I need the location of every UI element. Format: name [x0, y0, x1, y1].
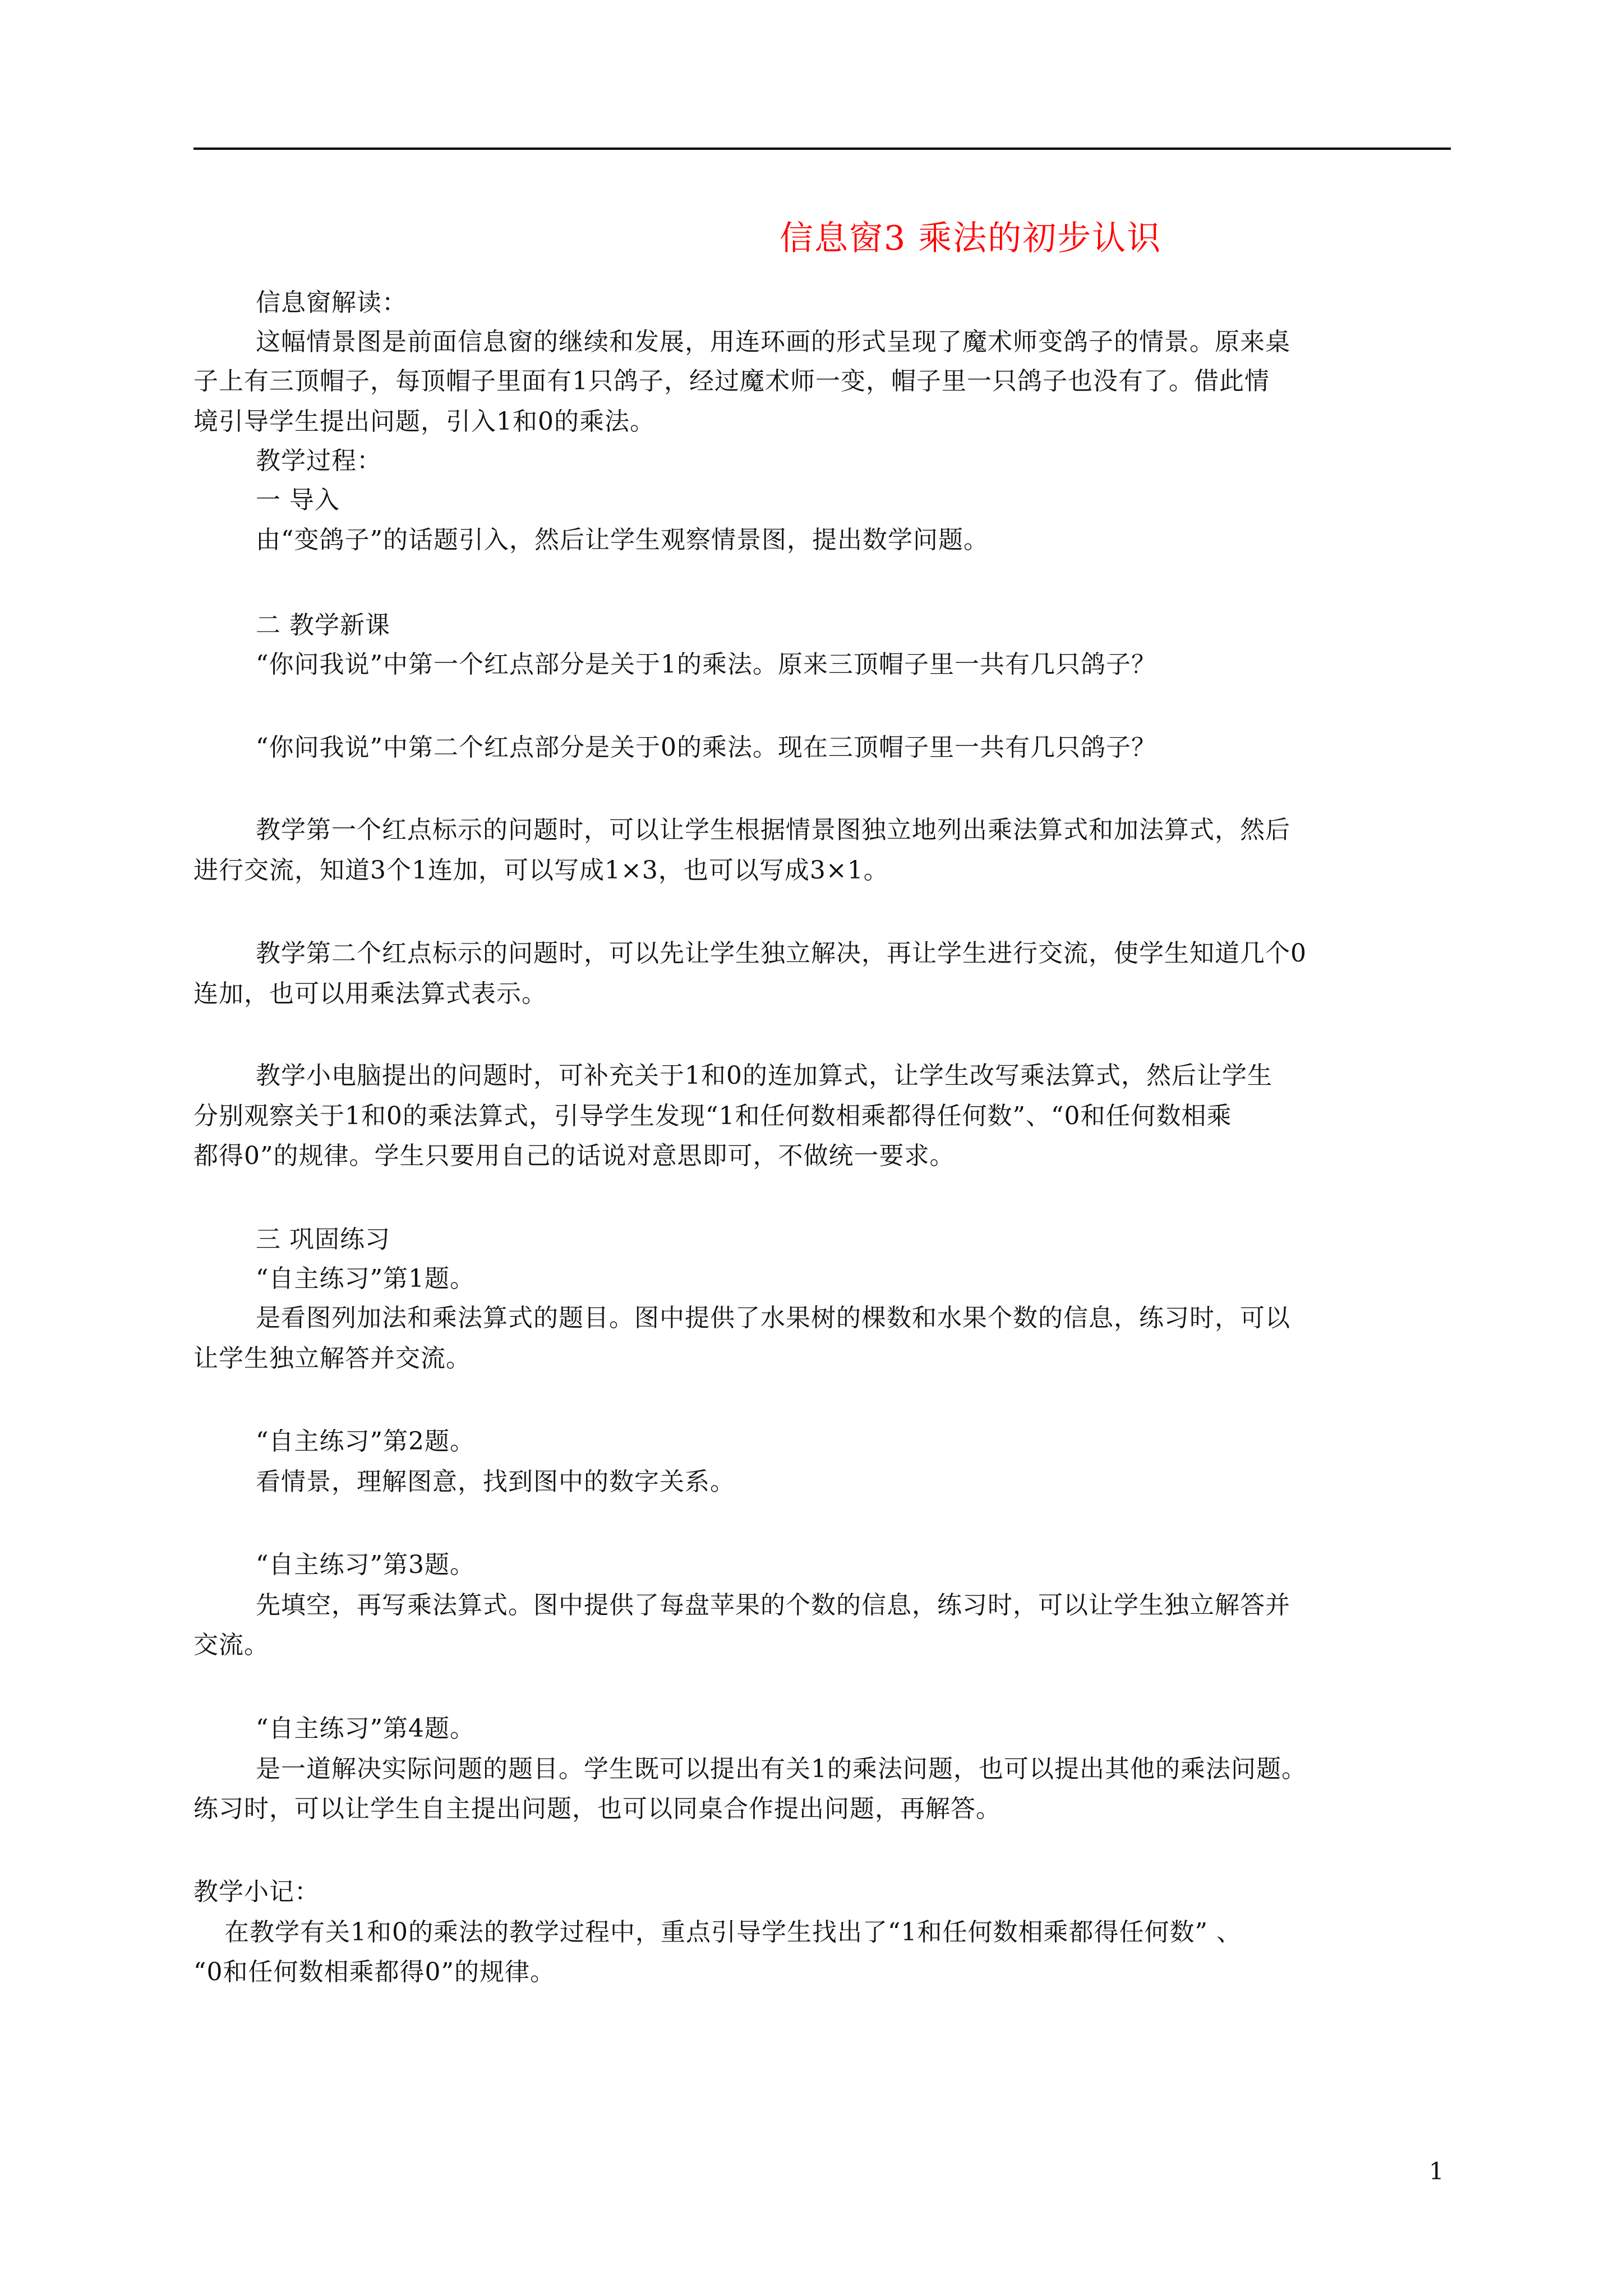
exercise-4-label: “自主练习”第4题。 — [256, 1714, 475, 1743]
section2-paragraph-2-line-2: 连加，也可以用乘法算式表示。 — [193, 979, 547, 1008]
section2-paragraph-2-line-1: 教学第二个红点标示的问题时，可以先让学生独立解决，再让学生进行交流，使学生知道几个0 — [256, 939, 1307, 968]
notes-heading: 教学小记： — [193, 1878, 320, 1906]
section1-heading: 一 导入 — [256, 486, 340, 514]
section2-paragraph-3-line-2: 分别观察关于1和0的乘法算式，引导学生发现“1和任何数相乘都得任何数”、“0和任何数相乘 — [193, 1102, 1232, 1130]
section3-heading: 三 巩固练习 — [256, 1225, 390, 1254]
intro-heading: 信息窗解读： — [256, 288, 407, 317]
notes-line-1: 在教学有关1和0的乘法的教学过程中，重点引导学生找出了“1和任何数相乘都得任何数” 、 — [224, 1918, 1242, 1947]
section2-paragraph-3-line-1: 教学小电脑提出的问题时，可补充关于1和0的连加算式，让学生改写乘法算式，然后让学生 — [256, 1061, 1272, 1090]
header-rule — [193, 148, 1451, 150]
exercise-1-line-1: 是看图列加法和乘法算式的题目。图中提供了水果树的棵数和水果个数的信息，练习时，可以 — [256, 1304, 1290, 1332]
page-number: 1 — [1429, 2157, 1444, 2185]
intro-line-2: 子上有三顶帽子，每顶帽子里面有1只鸽子，经过魔术师一变，帽子里一只鸽子也没有了。借此情 — [193, 367, 1270, 395]
notes-line-2: “0和任何数相乘都得0”的规律。 — [193, 1958, 555, 1986]
page-title: 信息窗3 乘法的初步认识 — [780, 219, 1162, 258]
exercise-3-line-1: 先填空，再写乘法算式。图中提供了每盘苹果的个数的信息，练习时，可以让学生独立解答并 — [256, 1591, 1290, 1619]
process-heading: 教学过程： — [256, 447, 382, 475]
exercise-4-line-2: 练习时，可以让学生自主提出问题，也可以同桌合作提出问题，再解答。 — [193, 1795, 1001, 1823]
section2-paragraph-3-line-3: 都得0”的规律。学生只要用自己的话说对意思即可，不做统一要求。 — [193, 1142, 955, 1170]
section1-text: 由“变鸽子”的话题引入，然后让学生观察情景图，提出数学问题。 — [256, 526, 989, 554]
intro-line-3: 境引导学生提出问题，引入1和0的乘法。 — [193, 407, 655, 436]
exercise-1-label: “自主练习”第1题。 — [256, 1264, 475, 1293]
exercise-4-line-1: 是一道解决实际问题的题目。学生既可以提出有关1的乘法问题，也可以提出其他的乘法问题。 — [256, 1755, 1307, 1783]
exercise-1-line-2: 让学生独立解答并交流。 — [193, 1344, 471, 1373]
intro-line-1: 这幅情景图是前面信息窗的继续和发展，用连环画的形式呈现了魔术师变鸽子的情景。原来桌 — [256, 328, 1290, 356]
section2-paragraph-1-line-1: 教学第一个红点标示的问题时，可以让学生根据情景图独立地列出乘法算式和加法算式，然后 — [256, 816, 1290, 844]
section2-heading: 二 教学新课 — [256, 611, 390, 639]
section2-question-1: “你问我说”中第一个红点部分是关于1的乘法。原来三顶帽子里一共有几只鸽子？ — [256, 650, 1156, 679]
section2-paragraph-1-line-2: 进行交流，知道3个1连加，可以写成1×3，也可以写成3×1。 — [193, 856, 889, 885]
exercise-3-line-2: 交流。 — [193, 1631, 269, 1659]
section2-question-2: “你问我说”中第二个红点部分是关于0的乘法。现在三顶帽子里一共有几只鸽子？ — [256, 733, 1156, 762]
exercise-3-label: “自主练习”第3题。 — [256, 1550, 475, 1579]
exercise-2-line-1: 看情景，理解图意，找到图中的数字关系。 — [256, 1467, 735, 1496]
exercise-2-label: “自主练习”第2题。 — [256, 1427, 475, 1456]
